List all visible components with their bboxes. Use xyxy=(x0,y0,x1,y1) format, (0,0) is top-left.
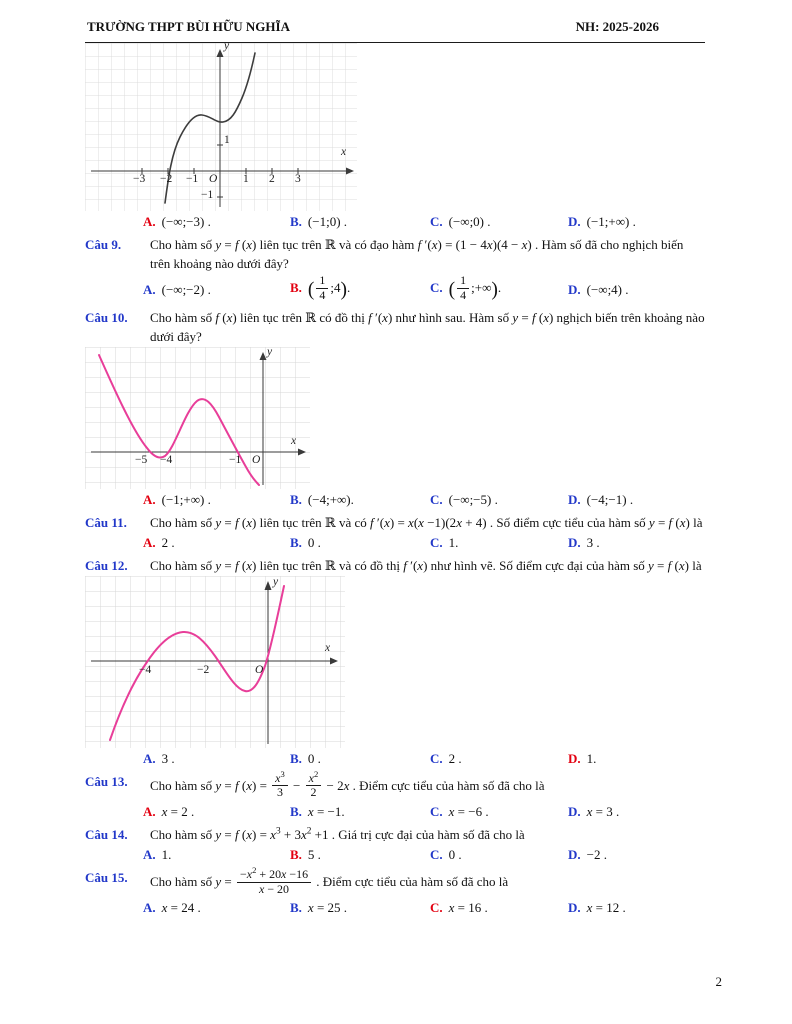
x-axis-label: x xyxy=(341,145,347,158)
question-body: Cho hàm số y = f (x) liên tục trên ℝ và có đồ thị f ′(x) như hình vẽ. Số điểm cực đại của hàm số y = f (x) là xyxy=(150,558,702,574)
question-body: Cho hàm số y = f (x) = $\frac{x^3}{3}$ − $\frac{x^2}{2}$ − 2x . Điểm cực tiểu của hàm số đã cho là xyxy=(150,768,545,800)
option-text: (−1;+∞) . xyxy=(161,491,211,507)
option-letter: D. xyxy=(568,899,581,915)
graph-q12 xyxy=(85,576,705,748)
option-text: x = 2 . xyxy=(161,803,195,819)
option-letter: C. xyxy=(430,899,443,915)
option-letter: B. xyxy=(290,899,302,915)
question-label: Câu 15. xyxy=(85,870,128,886)
option-b xyxy=(290,803,430,822)
option-letter: B. xyxy=(290,751,302,767)
option-text: 3 . xyxy=(161,751,175,767)
options-row-top xyxy=(143,213,705,232)
option-a xyxy=(143,534,290,553)
option-text: 0 . xyxy=(307,535,321,551)
option-letter: B. xyxy=(290,280,302,296)
option-text: 5 . xyxy=(307,847,321,863)
option-a xyxy=(143,213,290,232)
school-name: TRƯỜNG THPT BÙI HỮU NGHĨA xyxy=(87,19,290,34)
option-text: (−∞;4) . xyxy=(586,281,629,297)
option-a xyxy=(143,281,290,300)
y-axis-label: y xyxy=(267,345,273,358)
x-tick-label: −3 xyxy=(133,172,146,185)
option-d xyxy=(568,846,705,865)
y-axis-label: y xyxy=(224,39,230,52)
option-text: 1. xyxy=(161,847,172,863)
x-tick-label: −4 xyxy=(160,453,173,466)
origin-label: O xyxy=(209,172,218,185)
question-label: Câu 11. xyxy=(85,514,127,530)
option-a xyxy=(143,899,290,918)
y-tick-label: 1 xyxy=(224,133,230,146)
question-15 xyxy=(85,865,705,918)
option-b xyxy=(290,213,430,232)
option-d xyxy=(568,899,705,918)
x-axis-label: x xyxy=(325,642,331,655)
x-tick-label: 3 xyxy=(295,172,301,185)
option-letter: C. xyxy=(430,535,443,551)
option-c xyxy=(430,846,568,865)
origin-label: O xyxy=(252,453,261,466)
x-tick-label: 2 xyxy=(269,172,275,185)
option-d xyxy=(568,213,705,232)
options-row xyxy=(143,275,705,305)
option-letter: D. xyxy=(568,535,581,551)
options-row xyxy=(143,899,705,918)
option-c xyxy=(430,213,568,232)
option-letter: D. xyxy=(568,847,581,863)
option-text: x = 3 . xyxy=(586,803,620,819)
options-row xyxy=(143,846,705,865)
option-text: x = −6 . xyxy=(448,803,489,819)
question-body: Cho hàm số y = f (x) liên tục trên ℝ và có f ′(x) = x(x −1)(2x + 4) . Số điểm cực tiểu của hàm số y = f (x) là xyxy=(150,514,703,530)
option-text: x = 12 . xyxy=(586,899,626,915)
question-label: Câu 12. xyxy=(85,558,128,574)
option-text: ( $\frac{1}{4}$ ;4). xyxy=(307,273,351,302)
options-row xyxy=(143,491,705,510)
option-letter: D. xyxy=(568,751,581,767)
option-b xyxy=(290,491,430,510)
x-tick-label: −1 xyxy=(186,172,199,185)
option-d xyxy=(568,803,705,822)
x-axis-label: x xyxy=(291,434,297,447)
question-label: Câu 10. xyxy=(85,310,128,325)
option-text: x = 16 . xyxy=(448,899,488,915)
option-letter: A. xyxy=(143,899,156,915)
option-c xyxy=(430,750,568,769)
option-letter: B. xyxy=(290,803,302,819)
question-label: Câu 14. xyxy=(85,826,128,842)
option-d xyxy=(568,534,705,553)
question-14 xyxy=(85,826,705,866)
question-label: Câu 9. xyxy=(85,236,122,252)
graph-q10-canvas xyxy=(85,347,310,489)
option-d xyxy=(568,491,705,510)
option-letter: B. xyxy=(290,535,302,551)
option-text: 2 . xyxy=(161,535,175,551)
graph-q12-canvas xyxy=(85,576,345,748)
option-text: (−∞;−3) . xyxy=(161,213,211,229)
option-letter: C. xyxy=(430,280,443,296)
option-letter: A. xyxy=(143,535,156,551)
option-text: (−1;0) . xyxy=(307,213,348,229)
option-b xyxy=(290,275,430,305)
option-b xyxy=(290,899,430,918)
option-a xyxy=(143,846,290,865)
page-header xyxy=(85,14,705,43)
option-letter: B. xyxy=(290,847,302,863)
option-text: 3 . xyxy=(586,535,600,551)
option-text: (−∞;−5) . xyxy=(448,491,498,507)
option-letter: C. xyxy=(430,213,443,229)
option-letter: D. xyxy=(568,281,581,297)
option-text: ( $\frac{1}{4}$ ;+∞). xyxy=(448,273,502,302)
option-text: (−4;−1) . xyxy=(586,491,634,507)
question-body: Cho hàm số y = $\frac{-x^2 + 20x -16}{x - 20}$ . Điểm cực tiểu của hàm số đã cho là xyxy=(150,865,509,896)
option-c xyxy=(430,534,568,553)
option-b xyxy=(290,534,430,553)
option-text: 2 . xyxy=(448,751,462,767)
option-d xyxy=(568,281,705,300)
option-d xyxy=(568,750,705,769)
option-letter: B. xyxy=(290,213,302,229)
y-tick-label: −1 xyxy=(201,188,214,201)
page-number: 2 xyxy=(715,974,722,990)
option-letter: A. xyxy=(143,213,156,229)
option-text: 0 . xyxy=(307,751,321,767)
option-a xyxy=(143,750,290,769)
option-letter: C. xyxy=(430,491,443,507)
option-letter: D. xyxy=(568,803,581,819)
option-c xyxy=(430,899,568,918)
x-tick-label: −2 xyxy=(197,664,210,677)
option-letter: C. xyxy=(430,803,443,819)
options-row xyxy=(143,803,705,822)
option-text: (−1;+∞) . xyxy=(586,213,636,229)
option-a xyxy=(143,491,290,510)
option-letter: C. xyxy=(430,847,443,863)
x-tick-label: −1 xyxy=(229,453,242,466)
option-letter: B. xyxy=(290,491,302,507)
option-letter: A. xyxy=(143,803,156,819)
graph-top-canvas xyxy=(85,39,357,211)
question-label: Câu 13. xyxy=(85,773,128,789)
option-a xyxy=(143,803,290,822)
option-b xyxy=(290,846,430,865)
option-letter: D. xyxy=(568,491,581,507)
school-year: NH: 2025-2026 xyxy=(575,19,659,34)
option-letter: A. xyxy=(143,847,156,863)
x-tick-label: 1 xyxy=(243,172,249,185)
option-text: x = 25 . xyxy=(307,899,348,915)
option-text: −2 . xyxy=(586,847,607,863)
options-row xyxy=(143,534,705,553)
question-13 xyxy=(85,768,705,822)
options-row xyxy=(143,750,705,769)
option-c xyxy=(430,491,568,510)
question-9 xyxy=(85,236,705,305)
x-tick-label: −2 xyxy=(160,172,173,185)
grid xyxy=(85,576,345,748)
option-text: 1. xyxy=(448,535,459,551)
option-c xyxy=(430,275,568,305)
grid xyxy=(85,39,357,211)
option-text: (−∞;−2) . xyxy=(161,281,211,297)
option-text: x = 24 . xyxy=(161,899,201,915)
option-c xyxy=(430,803,568,822)
option-letter: A. xyxy=(143,491,156,507)
option-letter: A. xyxy=(143,281,156,297)
grid xyxy=(85,347,310,489)
option-letter: A. xyxy=(143,751,156,767)
y-axis-label: y xyxy=(273,576,279,589)
option-text: 1. xyxy=(586,751,597,767)
question-12 xyxy=(85,557,705,769)
question-10 xyxy=(85,309,705,510)
option-letter: D. xyxy=(568,213,581,229)
option-text: (−∞;0) . xyxy=(448,213,491,229)
option-text: 0 . xyxy=(448,847,462,863)
question-body: Cho hàm số f (x) liên tục trên ℝ có đồ thị f ′(x) như hình sau. Hàm số y = f (x) nghịch biến trên khoảng nào dưới đây? xyxy=(150,310,705,344)
question-11 xyxy=(85,514,705,554)
origin-label: O xyxy=(255,664,264,677)
option-text: (−4;+∞). xyxy=(307,491,354,507)
option-letter: C. xyxy=(430,751,443,767)
x-tick-label: −4 xyxy=(139,664,152,677)
graph-q10 xyxy=(85,347,705,489)
option-text: x = −1. xyxy=(307,803,345,819)
option-b xyxy=(290,750,430,769)
x-tick-label: −5 xyxy=(135,453,148,466)
graph-top xyxy=(85,39,705,211)
question-body: Cho hàm số y = f (x) liên tục trên ℝ và có đạo hàm f ′(x) = (1 − 4x)(4 − x) . Hàm số đã cho nghịch biến trên khoảng nào dưới đây? xyxy=(150,236,684,271)
question-body: Cho hàm số y = f $(x) = x^3 + 3x^2 +1$ . Giá trị cực đại của hàm số đã cho là xyxy=(150,826,525,842)
